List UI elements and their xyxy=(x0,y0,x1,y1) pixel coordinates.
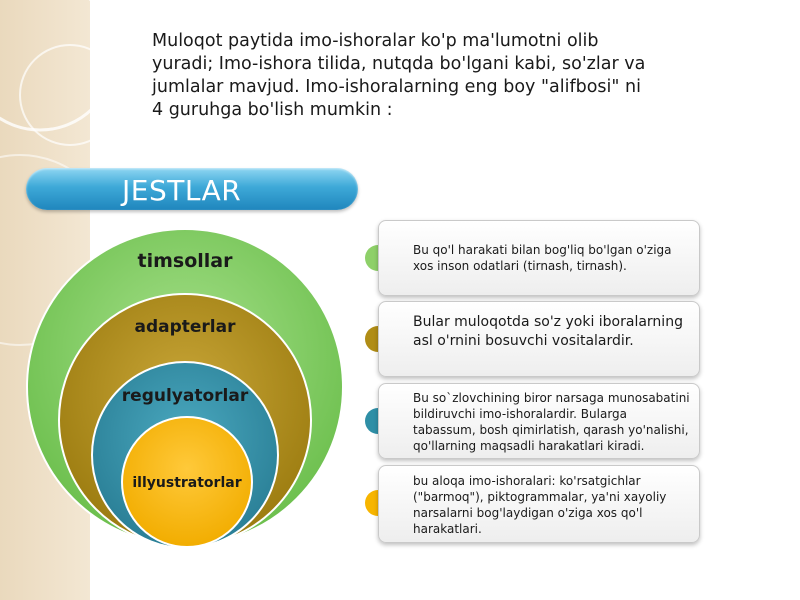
label-regulyatorlar: regulyatorlar xyxy=(121,386,249,406)
description-box-regulyatorlar xyxy=(378,383,700,459)
description-text: Bu qo'l harakati bilan bog'liq bo'lgan o'ziga xos inson odatlari (tirnash, tirnash). xyxy=(413,243,672,273)
description-box-adapterlar xyxy=(378,301,700,377)
intro-text: Muloqot paytida imo-ishoralar ko'p ma'lumotni olib yuradi; Imo-ishora tilida, nutqda bo'lgani kabi, so'zlar va jumlalar mavjud. Imo-ishoralarning eng boy "alifbosi" ni 4 guruhga bo'lish mumkin : xyxy=(152,31,646,120)
label-illyustratorlar: illyustratorlar xyxy=(132,475,242,491)
description-text: Bular muloqotda so'z yoki iboralarning asl o'rnini bosuvchi vositalardir. xyxy=(413,314,683,349)
label-timsollar: timsollar xyxy=(137,250,233,272)
description-box-illyustratorlar xyxy=(378,465,700,543)
description-box-timsollar xyxy=(378,220,700,296)
description-text: bu aloqa imo-ishoralari: ko'rsatgichlar ("barmoq"), piktogrammalar, ya'ni xayoliy narsalarni bog'laydigan o'ziga xos qo'l harakatlari. xyxy=(413,474,667,536)
description-text: Bu so`zlovchining biror narsaga munosabatini bildiruvchi imo-ishoralardir. Bularga tabassum, bosh qimirlatish, qarash yo'nalishi, qo'llarning maqsadli harakatlari kiradi. xyxy=(413,391,690,453)
label-adapterlar: adapterlar xyxy=(134,317,236,337)
banner-title: JESTLAR xyxy=(122,174,242,207)
